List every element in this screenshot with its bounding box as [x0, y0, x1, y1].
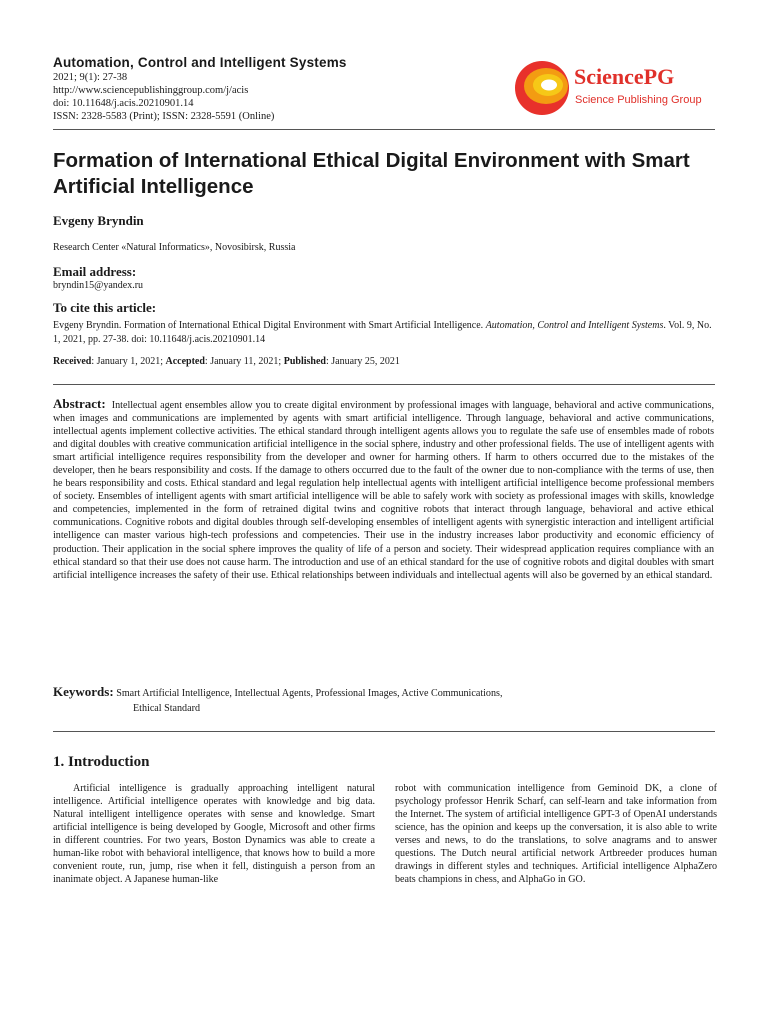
- keywords-label: Keywords:: [53, 684, 114, 699]
- email-address[interactable]: bryndin15@yandex.ru: [53, 280, 144, 291]
- published-date: : January 25, 2021: [325, 356, 400, 367]
- author-name: Evgeny Bryndin: [53, 213, 144, 228]
- journal-issn: ISSN: 2328-5583 (Print); ISSN: 2328-5591 (Online): [53, 111, 275, 122]
- citation-journal: Automation, Control and Intelligent Systems: [485, 320, 664, 331]
- citation-text: [53, 319, 713, 347]
- abstract-divider: [53, 384, 715, 385]
- journal-issue: 2021; 9(1): 27-38: [53, 72, 128, 83]
- abstract-text: Intellectual agent ensembles allow you to create digital environment by professional images with language, behavioral and active communications, when images and communications are implemented by agents with smart artificial intelligence. Through language, behavioral and active communications, intellectual agents implement collective activities. The ethical standard through intelligent agents allows you to regulate the safe use of ensembles made of robots and digital doubles with creative communication artificial intelligence in the social sphere, industry and other professional fields. The use of intelligent agents with smart artificial intelligence requires responsibility from the developer and owner for harming others. If harm to others occurred due to the mistakes of the developer, then he bears responsibility and costs. If the damage to others occurred due to the fault of the owner due to non-compliance with the terms of use, then he bears responsibility and costs. Ethical standard and legal regulation help intellectual agents with intelligent artificial intelligence become professional members of society. Ensembles of intelligent agents with smart artificial intelligence will be able to safely work with society as professional images with skills, knowledge and competencies, implemented in the form of retrained digital twins and cognitive robots that interact through language, behavioral and active ethical communications. Cognitive robots and digital doubles through self-developing ensembles of intelligent agents with synergistic interaction and intelligent artificial intelligence can master various high-tech professions and competencies. Their use in the industry increases labor productivity and economic efficiency of production. Their application in the social sphere improves the quality of life of a person and society. Their widespread application requires compliance with an ethical standard so that their use does not cause harm. The introduction and use of an ethical standard for the use of cognitive robots and digital doubles with smart artificial intelligence increases the safety of their use. Ethical relationships between individuals and intellectual agents will also be governed by an ethical standard.: [53, 400, 714, 581]
- cite-heading: To cite this article:: [53, 300, 157, 315]
- header-divider: [53, 129, 715, 130]
- sciencepg-logo-icon: [512, 58, 717, 118]
- received-date: : January 1, 2021;: [91, 356, 166, 367]
- keywords-line-2: Ethical Standard: [133, 703, 200, 714]
- email-heading: Email address:: [53, 264, 137, 279]
- journal-title: Automation, Control and Intelligent Systems: [53, 55, 347, 70]
- published-label: Published: [283, 356, 326, 367]
- section-heading-introduction: 1. Introduction: [53, 754, 150, 770]
- keywords: [53, 684, 713, 716]
- received-label: Received: [53, 356, 92, 367]
- publisher-logo: [512, 58, 717, 118]
- accepted-date: : January 11, 2021;: [204, 356, 284, 367]
- author-affiliation: Research Center «Natural Informatics», Novosibirsk, Russia: [53, 242, 296, 253]
- logo-name: SciencePG: [574, 64, 675, 89]
- keywords-line-1: Smart Artificial Intelligence, Intellectual Agents, Professional Images, Active Communications,: [116, 688, 503, 699]
- intro-right-column: robot with communication intelligence from Geminoid DK, a clone of psychology professor Henrik Scharf, can self-learn and take information from the Internet. The system of artificial intelligence GPT-3 of OpenAI understands science, has the opinion and keeps up the conversation, it is also able to write verses and news, to do the translations, to solve anagrams and to answer questions. The Dutch neural artificial network Artbreeder produces human drawings in different styles and techniques. Artificial intelligence AlphaZero beats champions in chess, and AlphaGo in GO.: [395, 783, 717, 886]
- accepted-label: Accepted: [165, 356, 205, 367]
- abstract: [53, 397, 714, 582]
- body-divider: [53, 731, 715, 732]
- citation-authors-title: Evgeny Bryndin. Formation of International Ethical Digital Environment with Smart Artificial Intelligence.: [53, 320, 486, 331]
- journal-url[interactable]: http://www.sciencepublishinggroup.com/j/acis: [53, 85, 249, 96]
- logo-tagline: Science Publishing Group: [575, 94, 702, 106]
- article-dates: [53, 356, 400, 367]
- citation-volume: . Vol. 9, No. 1, 2021, pp. 27-38. doi: 10.11648/j.acis.20210901.14: [53, 320, 712, 345]
- intro-left-column: Artificial intelligence is gradually approaching intelligent natural intelligence. Artificial intelligence operates with knowledge and big data. Natural intelligent intelligence operates with sense and knowledge. Smart artificial intelligence is being developed by Google, Microsoft and other firms in different countries. For two years, Boston Dynamics was able to create a human-like robot with behavioral intelligence, that knows how to build a more convenient route, run, jump, rise when it fell, distinguish a person from an inanimate object. A Japanese human-like: [53, 783, 375, 886]
- journal-doi: doi: 10.11648/j.acis.20210901.14: [53, 98, 194, 109]
- abstract-label: Abstract:: [53, 396, 106, 411]
- paper-title: Formation of International Ethical Digital Environment with Smart Artificial Intelligence: [53, 149, 690, 198]
